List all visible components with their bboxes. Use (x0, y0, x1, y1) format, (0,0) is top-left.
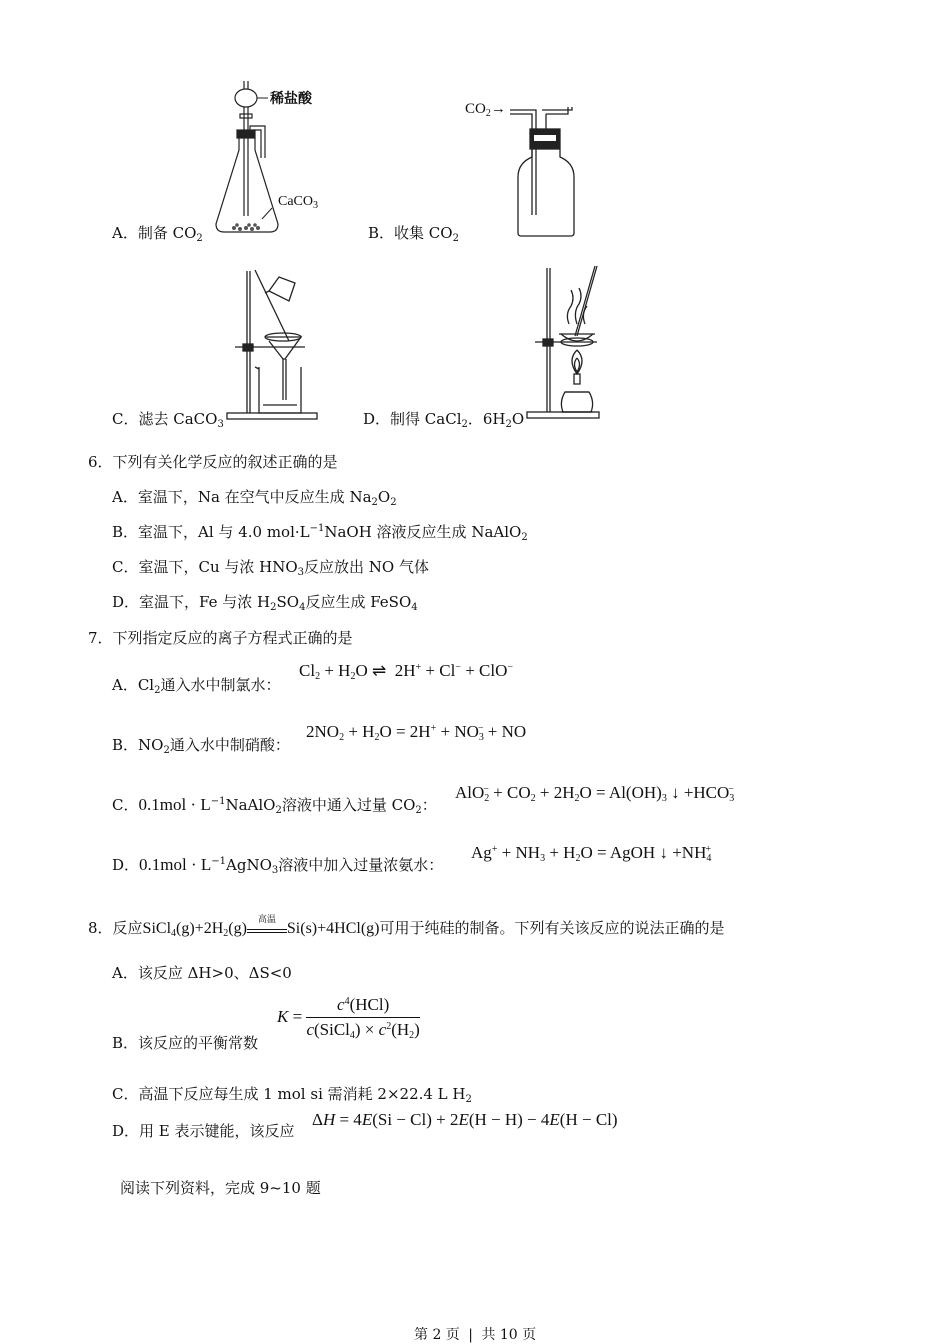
q7-option-c: C．$0.1mol \cdot L^{-1}NaAlO_2$溶液中通入过量 $CO_2$： (112, 795, 437, 816)
acid-label: 稀盐酸 (270, 91, 312, 107)
footer-separator: | (468, 1327, 473, 1343)
q7-c-equation: $AlO_2^- + CO_2 + 2H_2O = Al(OH)_3$ ↓ $+HCO_3^-$ (455, 783, 735, 804)
q8-stem: 8．反应$SiCl_4(g)+2H_2(g)$ 高温 Si(s)+4HCl(g)可用于纯硅的制备。下列有关该反应的说法正确的是 (88, 915, 725, 939)
filtration-figure (225, 265, 335, 423)
q7-b-equation: $2NO_2 + H_2O = 2H^+ + NO_3^-$ + NO (306, 722, 527, 743)
q7-option-b: B．$NO_2$通入水中制硝酸： (112, 736, 290, 756)
q8-d-equation: ΔH = 4E(Si − Cl) + 2E(H − H) − 4E(H − Cl) (312, 1110, 618, 1129)
q5-option-b: B．收集 $CO_2$ (368, 224, 459, 244)
q6-option-c: C．室温下，Cu 与浓 $HNO_3$反应放出 NO 气体 (112, 558, 429, 578)
q5-option-a: A．制备 $CO_2$ (112, 224, 203, 244)
q7-option-d: D．$0.1mol \cdot L^{-1}AgNO_3$溶液中加入过量浓氨水： (112, 855, 444, 876)
q7-a-equation: $Cl_2 + H_2O$ ⇌ 2H+ + Cl− + ClO− (299, 661, 514, 682)
q6-option-b: B．室温下，Al 与 4.0 $mol\cdot L^{-1}NaOH$ 溶液反应生成 NaAlO$_2$ (112, 523, 528, 543)
gas-bottle-figure (510, 105, 590, 240)
q8-option-d: D．用 E 表示键能，该反应 (112, 1122, 295, 1140)
evaporation-figure (525, 262, 635, 424)
reading-instruction: 阅读下列资料，完成 9~10 题 (120, 1179, 321, 1197)
q8-option-c: C．高温下反应每生成 1 mol si 需消耗 2×22.4 L $H_2$ (112, 1085, 472, 1105)
q6-stem: 6．下列有关化学反应的叙述正确的是 (88, 453, 338, 471)
page-footer (414, 1324, 536, 1344)
q7-d-equation: $Ag^+ + NH_3 + H_2O$ = AgOH ↓ $+NH_4^+$ (471, 843, 712, 864)
q8-reaction: $SiCl_4(g)+2H_2(g)$ 高温 Si(s)+4HCl(g) (142, 915, 380, 939)
q5-option-d: D．制得 CaCl$_2$．$6H_2O$ (363, 410, 525, 430)
co2-inlet-label: $CO_2\to$ (465, 101, 506, 119)
q5-option-c: C．滤去 CaCO$_3$ (112, 410, 224, 430)
page-total: 共 10 页 (481, 1327, 537, 1343)
q6-option-d: D．室温下，Fe 与浓 $H_2SO_4$反应生成 FeSO$_4$ (112, 593, 418, 613)
page-number: 第 2 页 (414, 1327, 460, 1343)
q6-option-a: A．室温下，Na 在空气中反应生成 $Na_2O_2$ (112, 488, 397, 508)
q8-option-b: B．该反应的平衡常数 (112, 1034, 259, 1052)
q8-b-equilibrium-constant: K = $\frac{c^4(HCl)}{c(SiCl_4) \times c^2(H_2)}$ (277, 995, 420, 1041)
q7-stem: 7．下列指定反应的离子方程式正确的是 (88, 629, 353, 647)
q8-option-a: A．该反应 ΔH>0、ΔS<0 (112, 964, 292, 982)
q7-option-a: A．$Cl_2$通入水中制氯水： (112, 676, 281, 696)
caco3-label: CaCO$_3$ (278, 194, 318, 211)
